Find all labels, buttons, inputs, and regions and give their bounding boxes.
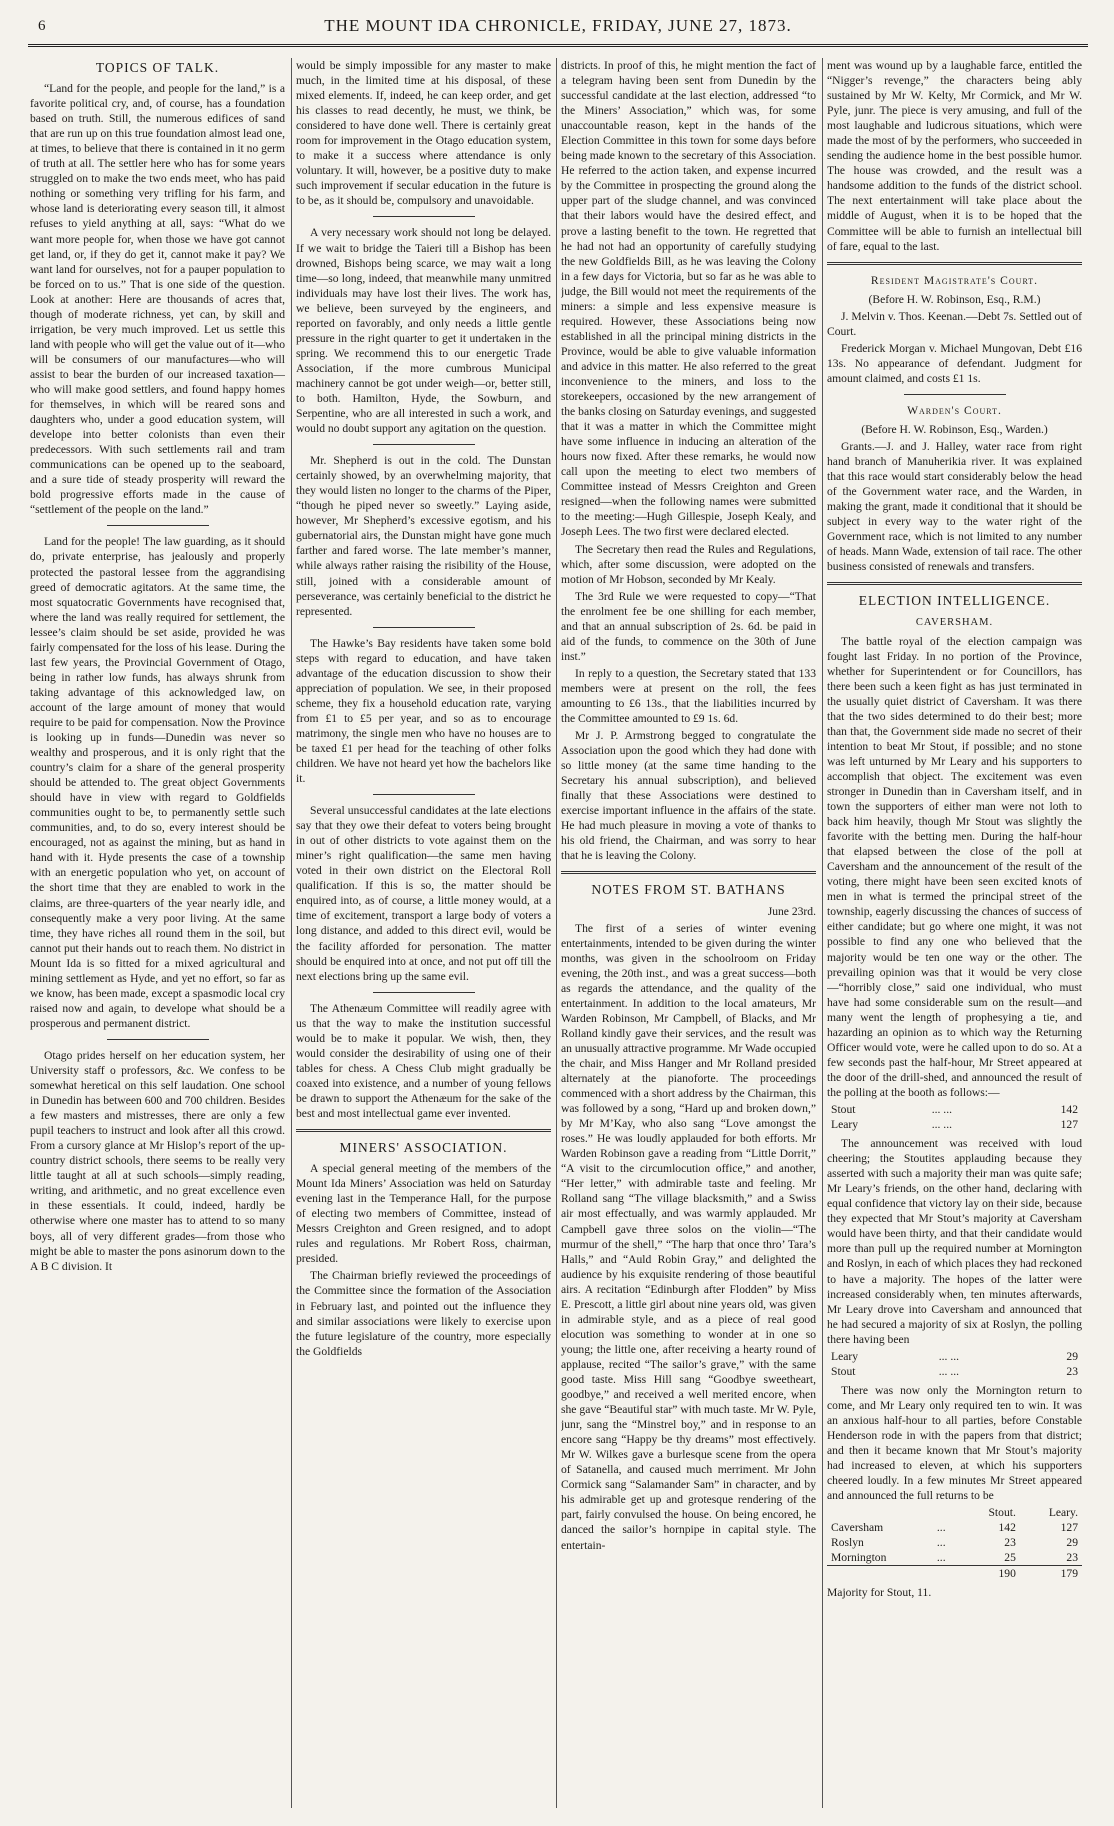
article-paragraph: districts. In proof of this, he might mention the fact of a telegram having been sent from Dunedin by the successful candidate at the last election, addressed “to the Miners’ Association,” which was, for some unaccountable reason, kept in the hands of the Election Committee in this town for some days before being made known to the secretary of this Association. He referred to the action taken, and expense incurred by the Committee in prospecting the ground along the upper part of the sludge channel, and was convinced that their labors would have the desired effect, and prove a lasting benefit to the town. He regretted that he had not had an opportunity of carefully studying the new Goldfields Bill, as he was leaving the Colony in a few days for Victoria, but so far as he was able to judge, the Bill would not meet the requirements of the miners: a simple and less expensive measure is required. However, these Associations being now established in all the principal mining districts in the Province, would be able to give valuable information and advice in this matter. He also referred to the great inconvenience to the miners, and loss to the storekeepers, occasioned by the new arrangement of the banks closing on Saturday evenings, and suggested that it was a matter in which the Committee might have some influence in inducing an alteration of the hours now fixed. After these remarks, he would now call upon the meeting to elect two members of Committee instead of Messrs Creighton and Green resigned—when the following names were submitted to the meeting:—Hugh Gillespie, Joseph Kealy, and Joseph Lees. The two first were declared elected. [561, 59, 816, 539]
column-1 [30, 58, 285, 1813]
topics-heading: TOPICS OF TALK. [95, 60, 220, 75]
leader-dots: ... ... [931, 1103, 952, 1116]
warden-court-presiding: (Before H. W. Robinson, Esq., Warden.) [861, 422, 1048, 436]
separator [373, 216, 475, 217]
column-divider [822, 58, 823, 1808]
stout-total: 190 [961, 1566, 1020, 1582]
article-paragraph: Mr J. P. Armstrong begged to congratulate the Association upon the good which they had done with so little money (at the same time handing to the Secretary his annual subscription), and believed finally that these Associations were destined to exercise important influence in the affairs of the state. He had much pleasure in moving a vote of thanks to his old friend, the Chairman, and was sorry to hear that he is leaving the Colony. [561, 729, 816, 863]
section-rule [296, 1129, 551, 1132]
article-paragraph: A special general meeting of the members of the Mount Ida Miners’ Association was held on Saturday evening last in the Temperance Hall, for the purpose of electing two members of Committee, instead of Messrs Creighton and Green resigned, and to adopt rules and regulations. Mr Robert Ross, chairman, presided. [296, 1162, 551, 1266]
topics-paragraph: Several unsuccessful candidates at the late elections say that they owe their defeat to voters being brought in out of other districts to vote against them on the miner’s right qualification—the same men having voted in their own district on the Electoral Roll qualification. If this is so, the matter should be enquired into, as of course, a little money would, at a time of excitement, transport a large body of voters a long distance, and added to this direct evil, would be the facility afforded for personation. The matter should be enquired into at once, and not put off till the next elections bring up the same evil. [296, 804, 551, 983]
returns-row [827, 1535, 1082, 1550]
poll-row [827, 1349, 1082, 1364]
article-paragraph: The Chairman briefly reviewed the proceedings of the Committee since the formation of the Association in February last, and pointed out the influence they and similar associations were likely to exercise upon the future legislature of the country, more especially the Goldfields [296, 1269, 551, 1358]
warden-court-heading: Warden's Court. [907, 403, 1002, 417]
candidate-name: Leary [831, 1118, 859, 1132]
poll-row [827, 1364, 1082, 1379]
vote-count: 127 [1060, 1118, 1078, 1132]
caversham-poll-table [827, 1102, 1082, 1132]
topics-paragraph: The Athenæum Committee will readily agree with us that the way to make the institution successful would be to make it popular. We wish, then, they would consider the desirability of using one of their tables for chess. A Chess Club might gradually be coaxed into existence, and a number of young fellows be drawn to support the Athenæum for the sake of the best and most intellectual game ever invented. [296, 1001, 551, 1120]
masthead [28, 14, 1088, 50]
column-2 [296, 58, 551, 1813]
topics-paragraph: A very necessary work should not long be delayed. If we wait to bridge the Taieri till a Bishop has been drowned, Bishops being scarce, we may wait a long time—so long, indeed, that meanwhile many unmitred individuals may have lost their lives. The work has, we believe, been surveyed by the engineers, and reported on favorably, and only needs a little gentle pressure in the right quarter to get it undertaken in the spring. We recommend this to our energetic Trade Association, if the more cumbrous Municipal machinery cannot be got under weigh—or, better still, to both. Hamilton, Hyde, the Sowburn, and Serpentine, who are all interested in such a work, and would no doubt support any agitation on the question. [296, 226, 551, 436]
returns-row [827, 1550, 1082, 1566]
topics-paragraph: The Hawke’s Bay residents have taken some bold steps with regard to education, and have taken advantage of the education discussion to show their appreciation of population. We see, in their proposed scheme, they fix a household education rate, varying from £1 to £5 per year, and so as to encourage matrimony, the single men who have no houses are to be taxed £1 per head for the teaching of other folks children. We have not heard yet how the bachelors like it. [296, 636, 551, 786]
roslyn-poll-table [827, 1349, 1082, 1379]
rm-court-presiding: (Before H. W. Robinson, Esq., R.M.) [868, 292, 1041, 306]
returns-total [827, 1566, 1082, 1582]
final-returns-table [827, 1505, 1082, 1581]
candidate-name: Stout [831, 1364, 856, 1378]
place-name: Caversham [831, 1521, 884, 1535]
court-entry: Grants.—J. and J. Halley, water race from right hand branch of Manuherikia river. It was explained that this race would start considerably below the head of the Government water race, and the Warden, in making the grant, made it conditional that it should be subject in every way to the water right of the Government race, which is not limited to any number of heads. Mann Wade, extension of tail race. The other business consisted of renewals and transfers. [827, 440, 1082, 574]
separator [107, 525, 209, 526]
article-paragraph: The first of a series of winter evening entertainments, intended to be given during the winter months, was given in the schoolroom on Friday evening, the 20th inst., and was a great success—both as regards the attendance, and the quality of the entertainment. In addition to the local amateurs, Mr Warden Robinson, Mr Campbell, of Blacks, and Mr Rolland kindly gave their services, and the result was an unusually attractive programme. Mr Wade occupied the chair, and Miss Hanger and Mr Rolland presided alternately at the pianoforte. The proceedings commenced with a short address by the Chairman, this was followed by a song, “Hard up and broken down,” by Mr M’Kay, who also sang “Love amongst the roses.” He was loudly applauded for both efforts. Mr Warden Robinson gave a reading from “Little Dorrit,” “A visit to the circumlocution office,” and another, “Her letter,” with admirable taste and feeling. Mr Rolland sang “The village blacksmith,” and a Swiss air most effectually, and was warmly applauded. Mr Campbell gave three solos on the violin—“The murmur of the shell,” “The harp that once thro’ Tara’s Halls,” and “Auld Robin Gray,” and delighted the audience by his exquisite rendering of those beautiful airs. A recitation “Edinburgh after Flodden” by Miss E. Prescott, a little girl about nine years old, was given in admirable style, and as a piece of real good elocution was something to wonder at in one so young; the little one, after receiving a hearty round of applause, recited “The sailor’s grave,” with the same good taste. Miss Hill sang “Goodbye sweetheart, goodbye,” and received a well merited encore, when she gave “Beautiful star” with much taste. Mr W. Pyle, junr, sang the “Minstrel boy,” and in response to an encore sang “Happy be thy dreams” most effectively. Mr W. Wilkes gave a burlesque scene from the opera of Satanella, and caused much merriment. Mr John Cormick sang “Salamander Sam” in character, and by his admirable get up and grotesque rendering of the part, fairly convulsed the house. On being encored, he danced the sailor’s hornpipe in capital style. The entertain- [561, 921, 816, 1552]
article-paragraph: There was now only the Mornington return to come, and Mr Leary only required ten to win. It was an anxious half-hour to all parties, before Constable Henderson rode in with the papers from that district; and then it became known that Mr Stout’s majority had increased to eleven, at which his supporters cheered loudly. In a few minutes Mr Street appeared and announced the full returns to be [827, 1383, 1082, 1503]
topics-paragraph: “Land for the people, and people for the land,” is a favorite political cry, and, of course, has a foundation based on truth. Still, the numerous edifices of sand that are run up on this true foundation almost lead one, at times, to believe that there is contained in it no germ of truth at all. The settler here who has for some years struggled on to make the two ends meet, who has paid nothing or something very trifling for his farm, and whose land is deteriorating every season till, it almost refuses to yield anything at all, says: “What do we want more people for, when those we have got cannot get land, or, if they do get it, cannot make it pay? We want land for ourselves, not for a pauper population to be forced on to us.” That is one side of the question. Look at another: Here are thousands of acres that, though of moderate richness, yet can, by skill and irrigation, be very much improved. Let us settle this land with people who will get the value out of it—who will be consumers of our manufactures—who will assist to bear the burden of our increased taxation—who will make good settlers, and found happy homes for themselves, in which will be reared sons and daughters who, under a good education system, will develope into better colonists than even their predecessors. With such settlements rail and tram communications can be opened up to the seaboard, and a sure tide of steady prosperity will reward the bold progressive efforts made in the cause of “settlement of the people on the land.” [30, 82, 285, 517]
article-paragraph: The 3rd Rule we were requested to copy—“That the enrolment fee be one shilling for each member, and that an annual subscription of 2s. 6d. be paid in aid of the funds, to commence on the 30th of June inst.” [561, 589, 816, 663]
separator [373, 794, 475, 795]
separator [373, 627, 475, 628]
separator [373, 992, 475, 993]
leary-header: Leary. [1048, 1506, 1078, 1520]
candidate-name: Leary [831, 1349, 859, 1363]
place-name: Mornington [831, 1551, 887, 1565]
article-paragraph: In reply to a question, the Secretary stated that 133 members were at present on the roll, the fees amounting to £6 13s., that the liabilities incurred by the Committee amounted to £9 1s. 6d. [561, 666, 816, 726]
leader-dots: ... [936, 1521, 946, 1535]
topics-paragraph: Land for the people! The law guarding, as it should do, private enterprise, has jealously and properly protected the pastoral lessee from the aggrandising greed of democratic agitators. At the same time, the most squatocratic Governments have recognised that, where the land was really required for settlement, the lessee’s claim should be set aside, provided he was fairly compensated for the loss of his lease. During the last few years, the Provincial Government of Otago, being in rather low funds, has always shrunk from taking advantage of this acknowledged law, on account of the large amount of money that would require to be paid for compensation. Now the Province is looking up in funds—Dunedin was never so wealthy and prosperous, and it is only right that the country’s claim for a share of the general prosperity should be attended to. The great object Governments should have in view with regard to Goldfields communities ought to be, to permanently settle such communities, and, to do so, every interest should be encouraged, not as against the mining, but as hand in hand with it. Hyde presents the case of a township with an energetic population who yet, on account of the short time that they are enabled to work in the claims, are three-quarters of the year nearly idle, and consequently make a very poor living. At the same time, they have riches all round them in the soil, but cannot put their hands out to reach them. No district in Mount Ida is so fitted for a mixed agricultural and mining settlement as Hyde, and yet no effort, so far as we know, has been made, except a spasmodic local cry raised now and again, to develope what should be a prosperous and permanent district. [30, 535, 285, 1030]
returns-row [827, 1520, 1082, 1535]
miners-association-heading: MINERS' ASSOCIATION. [339, 1140, 508, 1156]
stout-header: Stout. [988, 1506, 1016, 1520]
masthead-rule [28, 44, 1088, 47]
page-number: 6 [38, 18, 46, 34]
poll-row [827, 1117, 1082, 1132]
column-3 [561, 58, 816, 1813]
election-subheading: CAVERSHAM. [915, 616, 994, 628]
leary-votes: 23 [1066, 1551, 1078, 1565]
court-entry: Frederick Morgan v. Michael Mungovan, Debt £16 13s. No appearance of defendant. Judgment for amount claimed, and costs £1 1s. [827, 341, 1082, 385]
leader-dots: ... ... [938, 1364, 960, 1378]
stout-votes: 25 [1004, 1551, 1016, 1565]
leader-dots: ... ... [938, 1349, 960, 1363]
separator [373, 444, 475, 445]
column-4 [827, 58, 1082, 1813]
vote-count: 29 [1066, 1349, 1078, 1363]
topics-paragraph: Mr. Shepherd is out in the cold. The Dunstan certainly showed, by an overwhelming majority, that they would listen no longer to the charms of the Piper, “though he piped never so sweetly.” Laying aside, however, Mr Shepherd’s excessive egotism, and his gubernatorial airs, the Dunstan might have gone much farther and fared worse. The late member’s manner, while always rather raising the risibility of the House, still, joined with a considerable amount of perseverance, was certainly beneficial to the district he represented. [296, 454, 551, 618]
leader-dots: ... ... [931, 1118, 952, 1132]
separator [904, 394, 1006, 395]
rm-court-heading: Resident Magistrate's Court. [870, 273, 1039, 287]
leader-dots: ... [936, 1551, 946, 1565]
returns-header [827, 1505, 1082, 1520]
topics-paragraph: Otago prides herself on her education system, her University staff o professors, &c. We confess to be somewhat heretical on this self laudation. One school in Dunedin has between 600 and 700 children. Besides a few masters and mistresses, there are only a few pupil teachers to instruct and look after all this crowd. From a cursory glance at Mr Hislop’s report of the up-country district schools, there seems to be really very little taught at all at such schools—simply reading, writing, and arithmetic, and no great excellence even in these essentials. It could, indeed, hardly be otherwise where one master has to attend to so many boys, all of very different grades—from those who might be able to master the pons asinorum down to the A B C division. It [30, 1048, 285, 1273]
leary-total: 179 [1020, 1566, 1082, 1582]
leary-votes: 29 [1066, 1536, 1078, 1550]
newspaper-title: THE MOUNT IDA CHRONICLE, FRIDAY, JUNE 27, 1873. [324, 16, 792, 35]
leary-votes: 127 [1060, 1521, 1078, 1535]
poll-row [827, 1102, 1082, 1117]
stout-votes: 23 [1004, 1536, 1016, 1550]
section-rule [561, 871, 816, 874]
leader-dots: ... [936, 1536, 946, 1550]
section-rule [827, 262, 1082, 265]
section-rule [827, 582, 1082, 585]
st-bathans-heading: NOTES FROM ST. BATHANS [591, 882, 786, 898]
vote-count: 23 [1066, 1364, 1078, 1378]
place-name: Roslyn [831, 1536, 864, 1550]
stout-votes: 142 [998, 1521, 1016, 1535]
majority-line: Majority for Stout, 11. [827, 1586, 932, 1600]
topics-paragraph: would be simply impossible for any master to make much, in the limited time at his disposal, of these mixed elements. If, indeed, he can keep order, and get his classes to read decently, he must, we think, be considered to have done well. There is certainly great room for improvement in the Otago education system, to make it a success where attendance is only voluntary. It will, however, be a positive duty to make such improvement if secular education in the future is to be, as it should be, compulsory and unavoidable. [296, 59, 551, 208]
vote-count: 142 [1060, 1103, 1078, 1116]
article-paragraph: The Secretary then read the Rules and Regulations, which, after some discussion, were adopted on the motion of Mr Hobson, seconded by Mr Kealy. [561, 542, 816, 586]
court-entry: J. Melvin v. Thos. Keenan.—Debt 7s. Settled out of Court. [827, 309, 1082, 338]
election-heading: ELECTION INTELLIGENCE. [858, 593, 1051, 609]
separator [107, 1039, 209, 1040]
column-divider [556, 58, 557, 1808]
candidate-name: Stout [831, 1103, 856, 1116]
article-paragraph: ment was wound up by a laughable farce, entitled the “Nigger’s revenge,” the characters being ably sustained by Mr W. Kelty, Mr Cormick, and Mr W. Pyle, junr. The piece is very amusing, and full of the most laughable and ludicrous situations, which were made the most of by the performers, who succeeded in sending the audience home in the best possible humor. The house was crowded, and the result was a handsome addition to the funds of the district school. The next entertainment will take place about the middle of August, when it is to be hoped that the Committee will be able to furnish an intellectual bill of fare, equal to the last. [827, 59, 1082, 253]
article-paragraph: The battle royal of the election campaign was fought last Friday. In no portion of the Province, whether for Superintendent or for Councillors, has there been such a keen fight as has just terminated in the usually quiet district of Caversham. It was there that the two sides determined to do their best; more than that, the Government side made no secret of their intention to beat Mr Stout, if possible; and no stone was left unturned by Mr Leary and his supporters to accomplish that object. The excitement was even stronger in Dunedin than in Caversham itself, and in town the supporters of either man were not loth to back him heavily, though Mr Stout was slightly the favorite with the betting men. During the half-hour that elapsed between the close of the poll at Caversham and the announcement of the result of the voting, there might have been seen excited knots of men in what is termed the principal street of the township, eagerly discussing the chances of success of either candidate; but go where one might, it was not possible to find any one who believed that the majority would be ten one way or the other. The prevailing opinion was that it would be very close—“horribly close,” said one individual, who must have had some considerable sum on the result—and many went the length of prophesying a tie, and hazarding an opinion as to which way the Returning Officer would vote, were he called upon to do so. At a few seconds past the half-hour, Mr Street appeared at the door of the drill-shed, and announced the result of the polling at the booth as follows:— [827, 634, 1082, 1099]
column-divider [291, 58, 292, 1808]
article-paragraph: The announcement was received with loud cheering; the Stoutites applauding because they asserted with such a majority their man was quite safe; Mr Leary’s friends, on the other hand, declaring with equal confidence that victory lay on their side, because they expected that Mr Stout’s majority at Caversham would have been thirty, and that their candidate would more than pull up the required number at Mornington and Roslyn, in each of which places they had reckoned to have a majority. The hopes of the latter were increased considerably when, ten minutes afterwards, Mr Leary drove into Caversham and announced that he had secured a majority of six at Roslyn, the polling there having been [827, 1137, 1082, 1346]
dateline: June 23rd. [767, 904, 816, 918]
